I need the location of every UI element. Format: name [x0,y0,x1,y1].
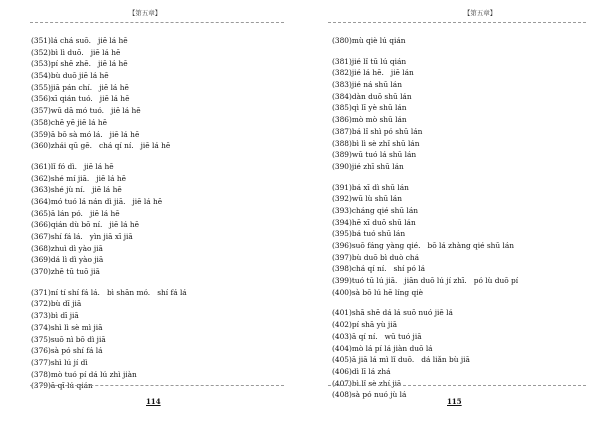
mantra-line: (387)bá lǐ shì pó shū lán [332,126,423,136]
mantra-line: (400)sà bō lú hē líng qiè [332,287,423,297]
chapter-header: 【第五章】 [128,9,162,17]
mantra-line: (398)chá qí ní. shí pó lá [332,264,426,274]
mantra-line: (390)jié zhī shū lán [332,161,404,171]
verse-group [332,56,587,173]
mantra-line: (386)mò mò shū lán [332,115,407,125]
mantra-line: (399)tuó tū lú jiā. jiān duō lú jí zhī. pó lù duō pí [332,276,519,286]
mantra-line: (371)ní tí shí fá lá. bì shān mó. shí fá lá [31,287,187,297]
mantra-line: (358)chē yē jiē lá hē [31,117,108,127]
mantra-line: (356)xī qián tuó. jiē lá hē [31,94,130,104]
right-page [300,0,600,424]
verse-group [332,35,587,47]
page-number: 115 [447,397,462,406]
mantra-line: (354)bù duō jiē lá hē [31,71,109,81]
mantra-line: (365)ā lán pó. jiē lá hē [31,208,120,218]
mantra-line: (376)sà pó shí fá lá [31,346,103,356]
header-divider [30,22,284,23]
mantra-line: (407)bì lǐ sè zhí jiā [332,378,402,388]
mantra-line: (408)sà pó nuó jù lá [332,390,407,400]
mantra-line: (378)mò tuó pí dá lú zhì jiàn [31,369,137,379]
mantra-line: (402)pí shā yù jiā [332,320,397,330]
mantra-line: (359)ā bō sà mó lá. jiē lá hē [31,129,140,139]
mantra-line: (403)ā qí ní. wū tuó jiā [332,331,422,341]
mantra-line: (363)shé jù ní. jiē lá hē [31,185,122,195]
chapter-header: 【第五章】 [463,9,497,17]
mantra-line: (366)qián dù bō ní. jiē lá hē [31,220,140,230]
page-number: 114 [146,397,161,406]
verse-group [332,182,587,299]
mantra-lines [31,35,286,392]
mantra-line: (384)dàn duō shū lán [332,91,412,101]
mantra-line: (392)wū lù shū lán [332,194,402,204]
mantra-line: (395)bá tuó shū lán [332,229,406,239]
mantra-line: (405)ā jiā lá mì lǐ duō. dá liǎn bù jiā [332,355,470,365]
mantra-line: (381)jié lǐ tū lú qián [332,56,407,66]
mantra-line: (370)zhē tū tuō jiā [31,267,100,277]
footer-divider [30,385,284,386]
footer-divider [328,385,586,386]
mantra-line: (388)bì lì sè zhǐ shū lán [332,138,420,148]
mantra-line: (372)bù dī jiā [31,299,82,309]
verse-group [31,35,286,152]
mantra-line: (394)hē xī duō shū lán [332,217,416,227]
mantra-line: (391)bá xī dì shū lán [332,182,409,192]
mantra-line: (373)bì dī jiā [31,311,79,321]
verse-group [31,287,286,392]
verse-group [332,307,587,401]
mantra-line: (375)suō nì bō dì jiā [31,334,106,344]
mantra-line: (383)jié ná shū lán [332,80,402,90]
mantra-line: (377)shì lú jí dì [31,357,88,367]
mantra-line: (353)pí shē zhē. jiē lá hē [31,59,128,69]
mantra-line: (369)dá lì dì yào jiā [31,255,104,265]
mantra-line: (362)shé mí jiā. jiē lá hē [31,173,126,183]
mantra-line: (351)lá chá suō. jiē lá hē [31,36,128,45]
mantra-line: (397)bù duō bì duò chá [332,252,420,262]
mantra-line: (401)shā shē dá lá suō nuó jiē lá [332,308,453,318]
mantra-line: (379)ā qī lú qián [31,381,93,391]
mantra-line: (406)dì lī lá zhá [332,366,391,376]
mantra-lines [332,35,587,401]
mantra-line: (389)wū tuó lá shū lán [332,150,417,160]
mantra-line: (382)jié lá hē. jiē lán [332,68,414,78]
mantra-line: (396)suō fáng yàng qié. bō lá zhàng qié shū lán [332,241,515,250]
mantra-line: (360)zhái qū gē. chá qí ní. jiē lá hē [31,141,171,151]
mantra-line: (404)mò lá pí lá jiàn duō lá [332,343,433,353]
mantra-line: (393)cháng qié shū lán [332,205,419,215]
mantra-line: (357)wū dā mó tuó. jiē lá hē [31,106,141,116]
header-divider [328,22,586,23]
mantra-line: (380)mù qiè lú qián [332,36,406,45]
mantra-line: (361)lǐ fó dì. jiē lá hē [31,161,114,171]
mantra-line: (352)bì lì duō. jiē lá hē [31,47,121,57]
mantra-line: (385)qì lī yè shū lán [332,103,407,113]
verse-group [31,161,286,278]
mantra-line: (374)shì lì sè mì jiā [31,322,103,332]
mantra-line: (355)jiā pán chí. jiē lá hē [31,82,129,92]
mantra-line: (364)mó tuó lá nán dì jiā. jiē lá hē [31,196,163,206]
mantra-line: (368)zhuì dì yào jiā [31,243,103,253]
mantra-line: (367)shí fá lá. yìn jiā xī jiā [31,232,133,241]
